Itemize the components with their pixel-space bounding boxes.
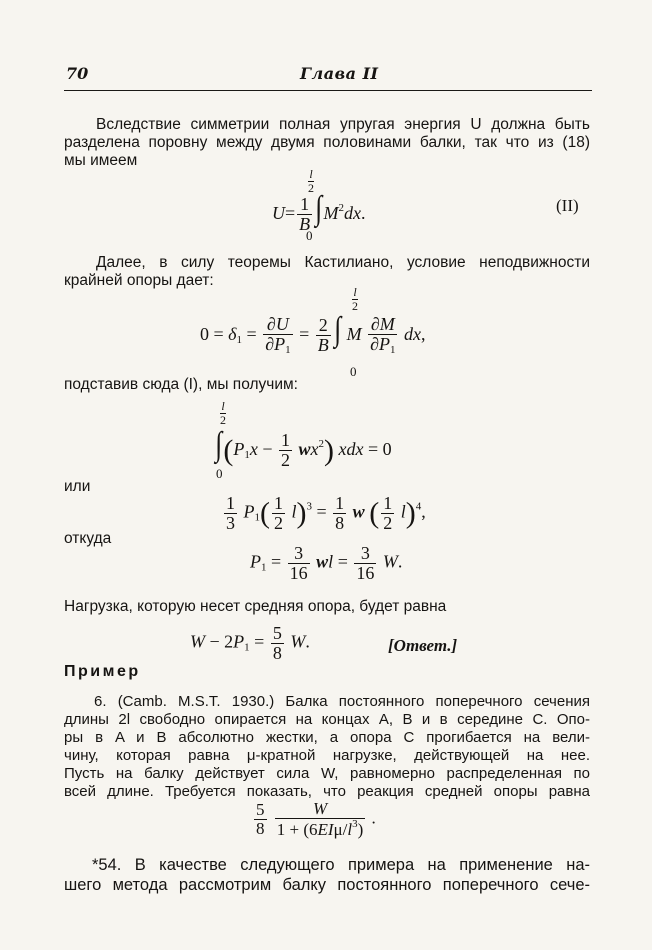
- problem-line-6: всей длине. Требуется показать, что реакция средней опоры равна: [64, 783, 590, 800]
- equation-answer: $W - 2P_1$ = $\frac{5}{8}$ W.: [190, 623, 310, 663]
- paragraph-5-line-2: шего метода рассмотрим балку постоянного поперечного сече-: [64, 876, 590, 894]
- equation-polynomial: $\frac{1}{3}$ $P_1$( $\frac{1}{2}$ l)$^3$ = $\frac{1}{8}$ w ( $\frac{1}{2}$ l)$^4$,: [226, 493, 426, 533]
- paragraph-1-line-2: разделена поровну между двумя половинами балки, так что из (18): [64, 134, 590, 151]
- paragraph-3: подставив сюда (I), мы получим:: [64, 376, 298, 393]
- paragraph-5-line-1: *54. В качестве следующего примера на применение на-: [92, 856, 590, 874]
- equation-integral: $\int(P_1x$ − $\frac{1}{2}$ $wx^2$) xdx = 0: [215, 426, 392, 471]
- paragraph-2-line-2: крайней опоры дает:: [64, 272, 214, 289]
- problem-line-2: длины 2l свободно опирается на концах A, B и в середине C. Опо-: [64, 711, 590, 728]
- answer-label: [388, 636, 457, 656]
- problem-line-4: чину, которая равна μ-кратной нагрузке, действующей на нее.: [64, 747, 590, 764]
- page-number: 70: [66, 64, 89, 83]
- paragraph-1-line-3: мы имеем: [64, 152, 138, 169]
- eq3-upper-limit: $\frac{l}{2}$: [352, 285, 358, 314]
- paragraph-4: Нагрузка, которую несет средняя опора, будет равна: [64, 598, 447, 615]
- header-rule: [64, 90, 592, 91]
- problem-line-5: Пусть на балку действует сила W, равномерно распределенная по: [64, 765, 590, 782]
- eq2-upper-limit: $\frac{l}{2}$: [308, 167, 314, 196]
- eq3-lower-limit: 0: [350, 364, 357, 379]
- equation-II: U= $\frac{1}{B}$ $\int M^2dx$.: [272, 190, 366, 235]
- equation-P1: $P_1$ = $\frac{3}{16}$ wl = $\frac{3}{16}$ W.: [250, 543, 403, 583]
- problem-line-3: ры в A и B абсолютно жестки, а опора C прогибается на вели-: [64, 729, 590, 746]
- equation-reaction: $\frac{5}{8}$ $\frac{W}{1 + (6EI\mu/l^3)}$ .: [256, 799, 376, 839]
- equation-label-II: (II): [556, 196, 579, 215]
- eq4-upper-limit: $\frac{l}{2}$: [220, 399, 226, 428]
- chapter-title: Глава II: [300, 64, 379, 83]
- example-heading: Пример: [64, 663, 141, 680]
- eq4-lower-limit: 0: [216, 466, 223, 481]
- word-or: или: [64, 478, 91, 495]
- eq2-lower-limit: 0: [306, 228, 313, 243]
- equation-castigliano: $0 = \delta_1$ = $\frac{\partial U}{\partial P_1}$ = $\frac{2}{B}$ ∫ M $\frac{\partial M}{\partial P_1}$ dx,: [200, 311, 426, 357]
- paragraph-1-line-1: Вследствие симметрии полная упругая энергия U должна быть: [96, 116, 590, 133]
- problem-line-1: 6. (Camb. M.S.T. 1930.) Балка постоянного поперечного сечения: [94, 693, 590, 710]
- answer-label-text: [Ответ.]: [388, 636, 458, 655]
- word-whence: откуда: [64, 530, 112, 547]
- paragraph-2-line-1: Далее, в силу теоремы Кастилиано, условие неподвижности: [96, 254, 590, 271]
